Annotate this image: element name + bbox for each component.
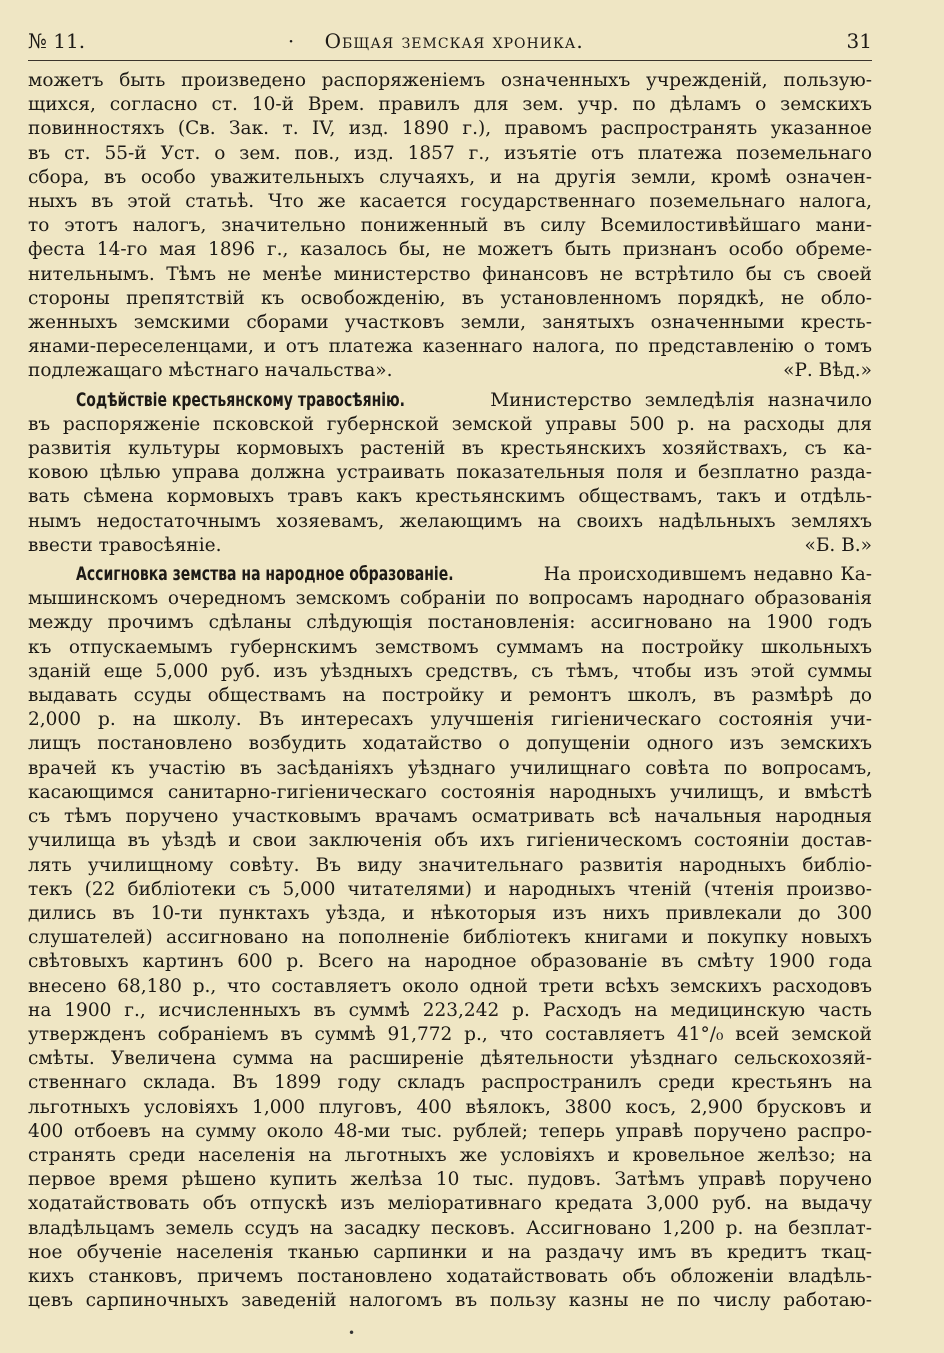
text-line: свѣтовыхъ картинъ 600 р. Всего на народное образованіе въ смѣту 1900 года — [28, 951, 872, 973]
text-line: въ распоряженіе псковской губернской земской управы 500 р. на расходы для — [28, 413, 872, 435]
section-1-body — [28, 69, 872, 384]
text-line: первое время рѣшено купить желѣза 10 тыс. пудовъ. Затѣмъ управѣ поручено — [28, 1169, 872, 1191]
running-title: · Общая земская хроника. — [287, 29, 584, 53]
text-line: то этотъ налогъ, значительно пониженный въ силу Всемилостивѣйшаго мани- — [28, 215, 872, 237]
text-line: нымъ недостаточнымъ хозяевамъ, желающимъ на своихъ надѣльныхъ земляхъ — [28, 510, 872, 532]
section-2 — [28, 388, 872, 558]
text-line: мышинскомъ очередномъ земскомъ собраніи по вопросамъ народнаго образованія — [28, 588, 872, 610]
text-line: лищъ постановлено возбудить ходатайство о допущеніи одного изъ земскихъ — [28, 733, 872, 755]
running-header — [28, 26, 872, 61]
text-line: развитія культуры кормовыхъ растеній въ крестьянскихъ хозяйствахъ, съ ка- — [28, 438, 872, 460]
text-line: утвержденъ собраніемъ въ суммѣ 91,772 р., что составляетъ 41°/₀ всей земской — [28, 1023, 872, 1045]
text-line: нительнымъ. Тѣмъ не менѣе министерство финансовъ не встрѣтило бы съ своей — [28, 263, 872, 285]
section-3 — [28, 562, 872, 1313]
text-line: врачей къ участію въ засѣданіяхъ уѣзднаго училищнаго совѣта по вопросамъ, — [28, 757, 872, 779]
text-line: въ ст. 55-й Уст. о зем. пов., изд. 1857 г., изъятіе отъ платежа поземельнаго — [28, 142, 872, 164]
text-line: ное обученіе населенія тканью сарпинки и на раздачу имъ въ кредитъ ткац- — [28, 1241, 872, 1263]
text-line: 400 отбоевъ на сумму около 48-ми тыс. рублей; теперь управѣ поручено распро- — [28, 1120, 872, 1142]
text-line: можетъ быть произведено распоряженіемъ означенныхъ учрежденій, пользую- — [28, 70, 872, 91]
text-line: цевъ сарпиночныхъ заведеній налогомъ въ пользу казны не по числу работаю- — [28, 1290, 872, 1312]
text-line: вать сѣмена кормовыхъ травъ какъ крестьянскимъ обществамъ, такъ и отдѣль- — [28, 486, 872, 508]
last-line-text: ввести травосѣяніе. — [28, 534, 222, 556]
text-line: стороны препятствій къ освобожденію, въ установленномъ порядкѣ, не обло- — [28, 287, 872, 309]
text-line: на 1900 г., исчисленныхъ въ суммѣ 223,242 р. Расходъ на медицинскую часть — [28, 999, 872, 1021]
last-line — [28, 359, 872, 383]
text-line: феста 14-го мая 1896 г., казалось бы, не можетъ быть признанъ особо обреме- — [28, 239, 872, 261]
issue-number: № 11. — [28, 29, 86, 53]
source-attribution: «Р. Вѣд.» — [783, 360, 872, 382]
last-line-text: подлежащаго мѣстнаго начальства». — [28, 360, 393, 382]
text-line: внесено 68,180 р., что составляетъ около одной трети всѣхъ земскихъ расходовъ — [28, 975, 872, 997]
text-line: щихся, согласно ст. 10-й Врем. правилъ для зем. учр. по дѣламъ о земскихъ — [28, 94, 872, 116]
text-line: янами-переселенцами, и отъ платежа казеннаго налога, по представленію о томъ — [28, 336, 872, 358]
page-mark: • — [348, 1326, 356, 1340]
text-line: лять училищному совѣту. Въ виду значительнаго развитія народныхъ библіо- — [28, 854, 872, 876]
text-line: владѣльцамъ земель ссудъ на засадку песковъ. Ассигновано 1,200 р. на безплат- — [28, 1217, 872, 1239]
text-line: повинностяхъ (Св. Зак. т. IV, изд. 1890 г.), правомъ распространять указанное — [28, 118, 872, 140]
text-line: къ отпускаемымъ губернскимъ земствомъ суммамъ на постройку школьныхъ — [28, 636, 872, 658]
text-line: ныхъ въ этой статьѣ. Что же касается государственнаго поземельнаго налога, — [28, 191, 872, 213]
section-2-first-line: Содѣйствіе крестьянскому травосѣянію. Министерство земледѣлія назначило — [76, 388, 872, 411]
text-line: училища въ уѣздѣ и свои заключенія объ ихъ гигіеническомъ состояніи достав- — [28, 830, 872, 852]
section-3-first-line: Ассигновка земства на народное образованіе. На происходившемъ недавно Ка- — [76, 563, 872, 586]
text-line: слушателей) ассигновано на пополненіе библіотекъ книгами и покупку новыхъ — [28, 927, 872, 949]
text-line: кихъ станковъ, причемъ постановлено ходатайствовать объ обложеніи владѣль- — [28, 1265, 872, 1287]
text-line: странять среди населенія на льготныхъ же условіяхъ и кровельное желѣзо; на — [28, 1144, 872, 1166]
text-line: женныхъ земскими сборами участковъ земли, занятыхъ означенными кресть- — [28, 312, 872, 334]
last-line — [28, 534, 872, 558]
text-line: льготныхъ условіяхъ 1,000 плуговъ, 400 вѣялокъ, 3800 косъ, 2,900 брусковъ и — [28, 1096, 872, 1118]
text-line: между прочимъ сдѣланы слѣдующія постановленія: ассигновано на 1900 годъ — [28, 612, 872, 634]
section-3-heading: Ассигновка земства на народное образованіе. — [76, 563, 454, 586]
text-line: съ тѣмъ поручено участковымъ врачамъ осматривать всѣ начальныя народныя — [28, 806, 872, 828]
text-line: текъ (22 библіотеки съ 5,000 читателями) и народныхъ чтеній (чтенія произво- — [28, 878, 872, 900]
page — [28, 26, 872, 1313]
text-line: выдавать ссуды обществамъ на постройку и ремонтъ школъ, въ размѣрѣ до — [28, 685, 872, 707]
text-line: сбора, въ особо уважительныхъ случаяхъ, и на другія земли, кромѣ означен- — [28, 166, 872, 188]
text-line: ственнаго склада. Въ 1899 году складъ распространилъ среди крестьянъ на — [28, 1072, 872, 1094]
text-line: 2,000 р. на школу. Въ интересахъ улучшенія гигіеническаго состоянія учи- — [28, 709, 872, 731]
text-line: зданій еще 5,000 руб. изъ уѣздныхъ средствъ, съ тѣмъ, чтобы изъ этой суммы — [28, 660, 872, 682]
text-line: ковою цѣлью управа должна устраивать показательныя поля и безплатно разда- — [28, 462, 872, 484]
text-line: касающимся санитарно-гигіеническаго состоянія народныхъ училищъ, и вмѣстѣ — [28, 781, 872, 803]
header-dot: · — [287, 29, 296, 53]
section-2-heading: Содѣйствіе крестьянскому травосѣянію. — [76, 388, 405, 411]
text-line: смѣты. Увеличена сумма на расширеніе дѣятельности уѣзднаго сельскохозяй- — [28, 1048, 872, 1070]
source-attribution: «Б. В.» — [804, 534, 872, 556]
text-line: ходатайствовать объ отпускѣ изъ меліоративнаго кредата 3,000 руб. на выдачу — [28, 1193, 872, 1215]
text-line: дились въ 10-ти пунктахъ уѣзда, и нѣкоторыя изъ нихъ привлекали до 300 — [28, 902, 872, 924]
page-number: 31 — [846, 29, 872, 53]
